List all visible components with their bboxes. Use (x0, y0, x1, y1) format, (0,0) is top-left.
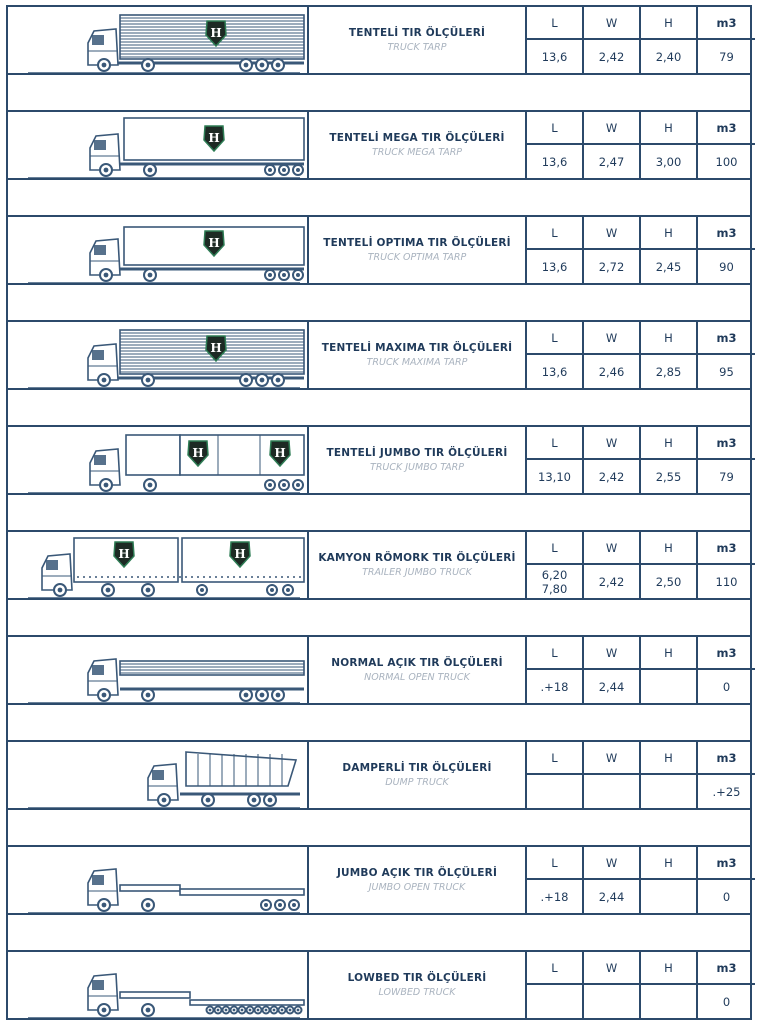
volume-header: m3 (698, 847, 755, 880)
height-value: 2,85 (641, 355, 698, 388)
truck-illustration (8, 742, 309, 808)
truck-icon (8, 847, 307, 913)
truck-title-cell (309, 952, 527, 1018)
row-spacer (6, 810, 752, 845)
length-value: 13,6 (527, 40, 584, 73)
volume-header: m3 (698, 112, 755, 145)
truck-illustration (8, 952, 309, 1018)
truck-subtitle: LOWBED TRUCK (378, 987, 456, 998)
height-value (641, 670, 698, 703)
width-value (584, 985, 641, 1018)
volume-value: 0 (722, 679, 731, 694)
truck-illustration (8, 427, 309, 493)
width-header: W (584, 637, 641, 670)
truck-icon (8, 532, 307, 598)
truck-title-cell (309, 847, 527, 913)
truck-row (6, 635, 752, 705)
row-spacer (6, 915, 752, 950)
length-value: 13,6 (527, 250, 584, 283)
truck-icon (8, 322, 307, 388)
truck-icon (8, 742, 307, 808)
truck-title-cell (309, 7, 527, 73)
truck-title: DAMPERLİ TIR ÖLÇÜLERİ (342, 762, 492, 774)
width-header: W (584, 427, 641, 460)
width-header: W (584, 742, 641, 775)
truck-subtitle: TRUCK TARP (387, 42, 447, 53)
truck-subtitle: NORMAL OPEN TRUCK (364, 672, 470, 683)
length-value: 13,6 (527, 145, 584, 178)
volume-header: m3 (698, 532, 755, 565)
truck-icon (8, 217, 307, 283)
truck-illustration (8, 217, 309, 283)
truck-row (6, 5, 752, 75)
height-header: H (641, 217, 698, 250)
svg-text:H: H (208, 236, 220, 250)
length-header: L (527, 112, 584, 145)
height-value: 2,40 (641, 40, 698, 73)
width-value: 2,42 (584, 565, 641, 598)
truck-illustration (8, 322, 309, 388)
height-value (641, 880, 698, 913)
truck-title: TENTELİ TIR ÖLÇÜLERİ (348, 27, 486, 39)
width-header: W (584, 952, 641, 985)
svg-text:H: H (192, 446, 204, 460)
volume-header: m3 (698, 742, 755, 775)
row-spacer (6, 390, 752, 425)
row-spacer (6, 180, 752, 215)
width-value: 2,42 (584, 40, 641, 73)
truck-subtitle: TRUCK JUMBO TARP (370, 462, 464, 473)
width-header: W (584, 7, 641, 40)
truck-title-cell (309, 427, 527, 493)
height-value: 2,55 (641, 460, 698, 493)
row-spacer (6, 495, 752, 530)
truck-row (6, 740, 752, 810)
height-header: H (641, 847, 698, 880)
height-header: H (641, 742, 698, 775)
truck-icon (8, 427, 307, 493)
truck-title-cell (309, 637, 527, 703)
length-header: L (527, 952, 584, 985)
width-value: 2,72 (584, 250, 641, 283)
truck-illustration (8, 112, 309, 178)
width-value: 2,42 (584, 460, 641, 493)
truck-title-cell (309, 532, 527, 598)
truck-title-cell (309, 742, 527, 808)
truck-title: TENTELİ JUMBO TIR ÖLÇÜLERİ (326, 447, 508, 459)
width-header: W (584, 532, 641, 565)
truck-title: NORMAL AÇIK TIR ÖLÇÜLERİ (331, 657, 503, 669)
height-header: H (641, 637, 698, 670)
length-header: L (527, 7, 584, 40)
truck-subtitle: TRUCK MEGA TARP (371, 147, 463, 158)
length-value (527, 985, 584, 1018)
truck-title-cell (309, 112, 527, 178)
height-value (641, 775, 698, 808)
volume-header: m3 (698, 952, 755, 985)
truck-illustration (8, 532, 309, 598)
length-header: L (527, 322, 584, 355)
truck-icon (8, 637, 307, 703)
volume-header: m3 (698, 217, 755, 250)
truck-row (6, 950, 752, 1020)
width-value: 2,46 (584, 355, 641, 388)
volume-header: m3 (698, 637, 755, 670)
width-value: 2,44 (584, 880, 641, 913)
truck-icon (8, 112, 307, 178)
volume-value: 79 (719, 469, 734, 484)
truck-subtitle: JUMBO OPEN TRUCK (368, 882, 466, 893)
height-value: 2,50 (641, 565, 698, 598)
length-header: L (527, 427, 584, 460)
length-header: L (527, 637, 584, 670)
length-value: .+18 (527, 880, 584, 913)
width-value: 2,44 (584, 670, 641, 703)
truck-title: LOWBED TIR ÖLÇÜLERİ (347, 972, 487, 984)
volume-value: 90 (719, 259, 734, 274)
truck-row (6, 320, 752, 390)
truck-row (6, 110, 752, 180)
truck-icon (8, 7, 307, 73)
height-value: 3,00 (641, 145, 698, 178)
truck-title: TENTELİ OPTIMA TIR ÖLÇÜLERİ (323, 237, 511, 249)
truck-illustration (8, 847, 309, 913)
truck-title: KAMYON RÖMORK TIR ÖLÇÜLERİ (318, 552, 516, 564)
truck-row (6, 530, 752, 600)
svg-text:H: H (234, 547, 246, 561)
length-value: 6,20 7,80 (527, 565, 584, 598)
svg-text:H: H (210, 26, 222, 40)
truck-title: TENTELİ MAXIMA TIR ÖLÇÜLERİ (321, 342, 513, 354)
truck-row (6, 845, 752, 915)
truck-title: TENTELİ MEGA TIR ÖLÇÜLERİ (329, 132, 505, 144)
height-header: H (641, 322, 698, 355)
length-header: L (527, 742, 584, 775)
height-header: H (641, 7, 698, 40)
volume-value: 95 (719, 364, 734, 379)
length-value: .+18 (527, 670, 584, 703)
width-header: W (584, 322, 641, 355)
volume-value: 0 (722, 889, 731, 904)
row-spacer (6, 75, 752, 110)
length-header: L (527, 217, 584, 250)
volume-header: m3 (698, 427, 755, 460)
volume-value: 0 (722, 994, 731, 1009)
length-value: 13,6 (527, 355, 584, 388)
truck-row (6, 425, 752, 495)
volume-value: 110 (715, 574, 738, 589)
volume-value: .+25 (712, 784, 741, 799)
volume-value: 79 (719, 49, 734, 64)
height-header: H (641, 532, 698, 565)
svg-text:H: H (208, 131, 220, 145)
length-value: 13,10 (527, 460, 584, 493)
truck-icon (8, 952, 307, 1018)
svg-text:H: H (210, 341, 222, 355)
truck-illustration (8, 7, 309, 73)
row-spacer (6, 705, 752, 740)
height-header: H (641, 952, 698, 985)
width-value: 2,47 (584, 145, 641, 178)
length-value (527, 775, 584, 808)
length-header: L (527, 532, 584, 565)
height-header: H (641, 112, 698, 145)
truck-subtitle: TRAILER JUMBO TRUCK (362, 567, 472, 578)
length-header: L (527, 847, 584, 880)
width-header: W (584, 217, 641, 250)
volume-value: 100 (715, 154, 738, 169)
truck-subtitle: TRUCK OPTIMA TARP (367, 252, 467, 263)
truck-title-cell (309, 217, 527, 283)
truck-subtitle: TRUCK MAXIMA TARP (366, 357, 468, 368)
height-value (641, 985, 698, 1018)
truck-illustration (8, 637, 309, 703)
volume-header: m3 (698, 7, 755, 40)
truck-subtitle: DUMP TRUCK (385, 777, 449, 788)
truck-title-cell (309, 322, 527, 388)
row-spacer (6, 285, 752, 320)
row-spacer (6, 600, 752, 635)
width-value (584, 775, 641, 808)
truck-title: JUMBO AÇIK TIR ÖLÇÜLERİ (336, 867, 498, 879)
svg-text:H: H (274, 446, 286, 460)
height-value: 2,45 (641, 250, 698, 283)
height-header: H (641, 427, 698, 460)
svg-text:H: H (118, 547, 130, 561)
truck-row (6, 215, 752, 285)
width-header: W (584, 112, 641, 145)
volume-header: m3 (698, 322, 755, 355)
width-header: W (584, 847, 641, 880)
